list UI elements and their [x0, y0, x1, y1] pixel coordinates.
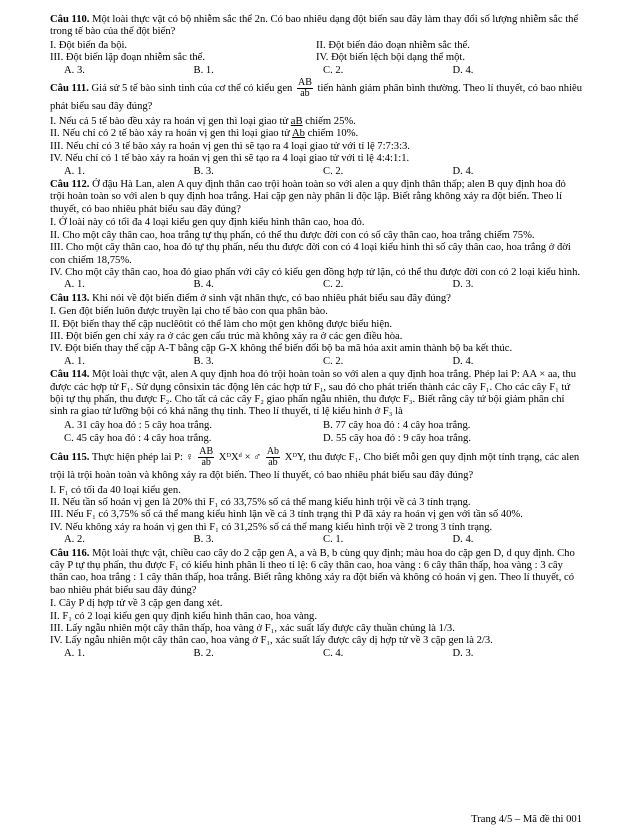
statement: II. Đột biến thay thế cặp nuclêôtit có thể làm cho một gen không được biểu hiện.: [50, 318, 393, 330]
answer-options: [50, 166, 582, 178]
option-d[interactable]: D. 4.: [452, 355, 474, 367]
option-a[interactable]: A. 1.: [64, 647, 85, 659]
option-a[interactable]: A. 1.: [64, 279, 85, 291]
question-114: [50, 369, 582, 419]
option-d[interactable]: D. 4.: [452, 534, 474, 546]
option-b[interactable]: B. 77 cây hoa đỏ : 4 cây hoa trắng.: [323, 419, 471, 431]
question-110: [50, 14, 582, 39]
genotype-fraction: $\frac{Ab}{ab}$: [266, 445, 280, 468]
statement: II. Nếu tần số hoán vị gen là 20% thì F₁ có 33,75% số cá thể mang kiểu hình trội về cả 3 tính trạng.: [50, 497, 471, 508]
statement: II. Đột biến đảo đoạn nhiễm sắc thể.: [316, 39, 470, 51]
statement: IV. Đột biến thay thế cặp A-T bằng cặp G-X không thể biến đổi bộ ba mã hóa axit amin thành bộ ba kết thúc.: [50, 343, 513, 355]
option-d[interactable]: D. 4.: [452, 165, 474, 177]
option-c[interactable]: C. 2.: [323, 165, 344, 177]
statement: II. F₁ có 2 loại kiểu gen quy định kiểu hình thân cao, hoa vàng.: [50, 610, 318, 622]
option-c[interactable]: C. 2.: [323, 355, 344, 367]
option-a[interactable]: A. 31 cây hoa đỏ : 5 cây hoa trắng.: [64, 419, 212, 431]
question-text: Khi nói về đột biến điểm ở sinh vật nhân thực, có bao nhiêu phát biểu sau đây đúng?: [92, 292, 451, 304]
question-115: Câu 115. Thực hiện phép lai P: ♀ $\frac{AB}{ab}$ XᴰXᵈ × ♂ $\frac{Ab}{ab}$ XᴰY, thu được F₁. Cho biết mỗi gen quy định một tính trạng, các alen trội là trội hoàn toàn và không xảy ra đột biến. Theo lí thuyết, có bao nhiêu phát biểu sau đây đúng?: [50, 445, 580, 481]
statement: III. Cho một cây thân cao, hoa đỏ tự thụ phấn, nếu thu được đời con có 4 loại kiểu hình thì số cây thân cao, hoa trắng ở đời con chiếm 18,75%.: [50, 242, 571, 266]
question-113: [50, 293, 582, 305]
statement: I. Gen đột biến luôn được truyền lại cho tế bào con qua phân bào.: [50, 306, 328, 318]
option-b[interactable]: B. 4.: [193, 279, 214, 291]
statement: III. Đột biến gen chỉ xảy ra ở các gen cấu trúc mà không xảy ra ở các gen điều hòa.: [50, 330, 403, 342]
answer-options: [50, 65, 582, 77]
option-b[interactable]: B. 1.: [193, 64, 214, 76]
statement: II. Cho một cây thân cao, hoa trắng tự thụ phấn, có thể thu được đời con có số cây thân cao, hoa trắng chiếm 75%.: [50, 229, 535, 241]
statement: I. Cây P dị hợp tử về 3 cặp gen đang xét.: [50, 598, 223, 610]
option-d[interactable]: D. 4.: [452, 64, 474, 76]
statements: [50, 40, 582, 52]
option-c[interactable]: C. 4.: [323, 647, 344, 659]
option-c[interactable]: C. 45 cây hoa đỏ : 4 cây hoa trắng.: [64, 433, 212, 445]
option-a[interactable]: A. 3.: [64, 64, 85, 76]
option-d[interactable]: D. 3.: [452, 647, 474, 659]
question-number: Câu 110.: [50, 14, 90, 25]
question-112: [50, 179, 582, 216]
exam-page: [50, 14, 582, 661]
statement: III. Đột biến lặp đoạn nhiễm sắc thể.: [50, 52, 206, 64]
question-number: Câu 114.: [50, 369, 90, 381]
option-c[interactable]: C. 1.: [323, 534, 344, 546]
statement: I. Đột biến đa bội.: [50, 39, 128, 51]
question-number: Câu 116.: [50, 547, 90, 559]
option-a[interactable]: A. 2.: [64, 534, 85, 546]
statement: III. Lấy ngẫu nhiên một cây thân thấp, hoa vàng ở F₁, xác suất lấy được cây thuần chủng là 1/3.: [50, 623, 455, 635]
answer-options: [50, 356, 582, 368]
answer-options: [50, 534, 582, 546]
option-d[interactable]: D. 55 cây hoa đỏ : 9 cây hoa trắng.: [323, 433, 471, 445]
option-c[interactable]: C. 2.: [323, 64, 344, 76]
answer-options: [50, 420, 582, 432]
option-b[interactable]: B. 3.: [193, 534, 214, 546]
question-text: tiến hành giảm phân bình thường. Theo lí thuyết, có bao nhiêu phát biểu sau đây đúng?: [50, 82, 583, 113]
statement: IV. Đột biến lệch bội dạng thể một.: [316, 52, 465, 64]
question-number: Câu 111.: [50, 82, 89, 94]
statement: IV. Nếu không xảy ra hoán vị gen thì F₁ có 31,25% số cá thể mang kiểu hình trội về 2 trong 3 tính trạng.: [50, 521, 493, 533]
answer-options: [50, 648, 582, 660]
question-text: Một loài thực vật, alen A quy định hoa đỏ trội hoàn toàn so với alen a quy định hoa trắng. Phép lai P: AA × aa, thu được các hợp tử F₁. Sử dụng cônsixin tác động lên các hợp tử F₁, sau đó cho phát triển thành các cây F₁. Cho các cây F₁ tứ bội tự thụ phấn, thu được F₂. Cho tất cả các cây F₂ giao phấn ngẫu nhiên, thu được F₃. Biết rằng cây tứ bội giảm phân chỉ sinh ra giao tử lưỡng bội có khả năng thụ tinh. Theo lí thuyết, tỉ lệ kiểu hình ở F₃ là: [50, 369, 577, 418]
question-116: [50, 548, 582, 598]
option-b[interactable]: B. 3.: [193, 165, 214, 177]
statement: I. Nếu cả 5 tế bào đều xảy ra hoán vị gen thì loại giao tử aB chiếm 25%.: [50, 116, 356, 128]
question-text: Một loài thực vật có bộ nhiễm sắc thể 2n. Có bao nhiêu dạng đột biến sau đây làm thay đổi số lượng nhiễm sắc thể trong tế bào của thể đột biến?: [50, 14, 579, 38]
statement: IV. Nếu chỉ có 1 tế bào xảy ra hoán vị gen thì sẽ tạo ra 4 loại giao tử với tỉ lệ 4:4:1:1.: [50, 153, 410, 165]
question-111: [50, 78, 582, 115]
question-text: Giả sử 5 tế bào sinh tinh của cơ thể có kiểu gen: [91, 82, 293, 94]
genotype-fraction: $\frac{AB}{ab}$: [297, 77, 312, 100]
option-b[interactable]: B. 3.: [193, 355, 214, 367]
question-text: Ở đậu Hà Lan, alen A quy định thân cao trội hoàn toàn so với alen a quy định thân thấp; alen B quy định hoa đỏ trội hoàn toàn so với alen b quy định hoa trắng. Hai cặp gen này phân li độc lập. Biết rằng không xảy ra đột biến. Theo lí thuyết, có bao nhiêu phát biểu sau đây đúng?: [50, 179, 566, 215]
answer-options: [50, 433, 582, 445]
question-text: Một loài thực vật, chiều cao cây do 2 cặp gen A, a và B, b cùng quy định; màu hoa do cặp gen D, d quy định. Cho cây P tự thụ phấn, thu được F₁ có kiểu hình phân li theo tỉ lệ: 6 cây thân cao, hoa vàng : 6 cây thân thấp, hoa vàng : 3 cây thân cao, hoa trắng : 1 cây thân thấp, hoa trắng. Biết rằng không xảy ra đột biến và không có hoán vị gen. Theo lí thuyết, có bao nhiêu phát biểu sau đây đúng?: [50, 547, 575, 596]
statement: IV. Lấy ngẫu nhiên một cây thân cao, hoa vàng ở F₁, xác suất lấy được cây dị hợp tử về 3 cặp gen là 2/3.: [50, 635, 493, 647]
statement: I. Ở loài này có tối đa 4 loại kiểu gen quy định kiểu hình thân cao, hoa đỏ.: [50, 217, 365, 229]
question-number: Câu 115.: [50, 451, 90, 463]
statement: I. F₁ có tối đa 40 loại kiểu gen.: [50, 484, 181, 496]
answer-options: [50, 279, 582, 291]
option-a[interactable]: A. 1.: [64, 355, 85, 367]
page-footer: Trang 4/5 – Mã đề thi 001: [471, 814, 582, 825]
statement: IV. Cho một cây thân cao, hoa đỏ giao phấn với cây có kiểu gen đồng hợp tử lặn, có thể thu được đời con có 2 loại kiểu hình.: [50, 266, 581, 278]
option-d[interactable]: D. 3.: [452, 279, 474, 291]
option-a[interactable]: A. 1.: [64, 165, 85, 177]
statements: [50, 52, 582, 64]
genotype-fraction: $\frac{AB}{ab}$: [199, 445, 214, 468]
statement: III. Nếu F₁ có 3,75% số cá thể mang kiểu hình lặn về cả 3 tính trạng thì P đã xảy ra hoán vị gen với tần số 40%.: [50, 509, 523, 521]
question-number: Câu 113.: [50, 292, 90, 304]
question-number: Câu 112.: [50, 179, 90, 191]
option-c[interactable]: C. 2.: [323, 279, 344, 291]
statement: III. Nếu chỉ có 3 tế bào xảy ra hoán vị gen thì sẽ tạo ra 4 loại giao tử với tỉ lệ 7:7:3:3.: [50, 140, 410, 152]
option-b[interactable]: B. 2.: [193, 647, 214, 659]
statement: II. Nếu chỉ có 2 tế bào xảy ra hoán vị gen thì loại giao tử Ab chiếm 10%.: [50, 128, 359, 140]
